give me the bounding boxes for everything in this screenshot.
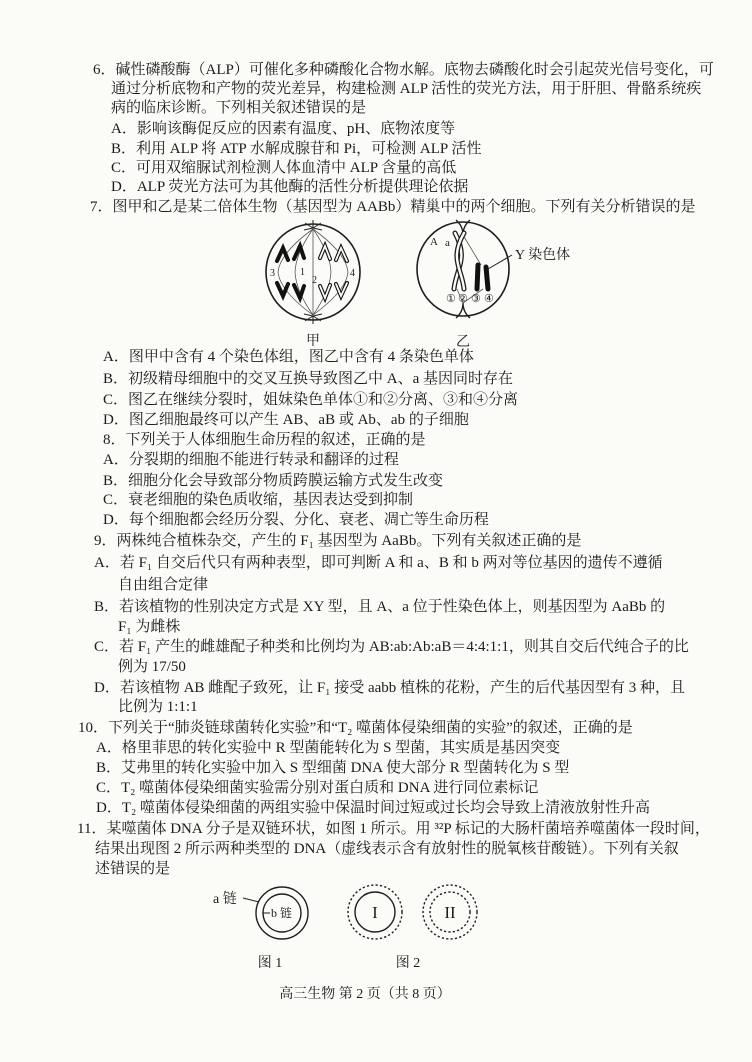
chromatid-label-1: ① <box>446 293 456 305</box>
cell-b-chromosome-left <box>454 233 464 289</box>
q9-option-d-line-2: 比例为 1:1:1 <box>118 699 198 715</box>
q8-number: 8． <box>103 432 126 448</box>
q6-option-c: C．可用双缩脲试剂检测人体血清中 ALP 含量的高低 <box>111 160 457 176</box>
chromosome-lower-2 <box>294 285 304 298</box>
cell-a-caption: 甲 <box>306 334 320 349</box>
chromatid-label-4: ④ <box>484 293 494 305</box>
q11-dna-figure <box>205 880 495 975</box>
q11-number: 11． <box>77 821 107 837</box>
q6-option-a: A．影响该酶促反应的因素有温度、pH、底物浓度等 <box>111 121 456 137</box>
strand-a-pointer <box>243 898 259 902</box>
q10-option-d: D．T₂ 噬菌体侵染细菌的两组实验中保温时间过短或过长均会导致上清液放射性升高 <box>96 800 650 816</box>
chromatid-label-3: ③ <box>471 293 481 305</box>
q6-stem-line-2: 通过分析底物和产物的荧光差异，构建检测 ALP 活性的荧光方法，用于肝胆、骨骼系统疾 <box>111 81 702 97</box>
q10-option-c: C．T₂ 噬菌体侵染细菌实验需分别对蛋白质和 DNA 进行同位素标记 <box>96 780 539 796</box>
page-footer: 高三生物 第 2 页（共 8 页） <box>279 987 451 1002</box>
y-chromosome-label: Y 染色体 <box>515 248 571 263</box>
q7-stem-line-1 <box>90 197 695 217</box>
q10-stem-line-1 <box>78 718 633 738</box>
q11-stem-line-3: 述错误的是 <box>95 861 171 877</box>
q9-option-c-line-1: C．若 F₁ 产生的雌雄配子种类和比例均为 AB:ab:Ab:aB＝4:4:1:1，则其自交后代纯合子的比 <box>94 639 689 655</box>
dna-type-1-label: I <box>372 903 378 922</box>
strand-b-label: b 链 <box>271 906 293 920</box>
q9-option-d-line-1: D．若该植物 AB 雌配子致死，让 F₁ 接受 aabb 植株的花粉，产生的后代基因型有 3 种，且 <box>94 680 686 696</box>
q11-stem-line-2: 结果出现图 2 所示两种类型的 DNA（虚线表示含有放射性的脱氧核苷酸链）。下列有关叙 <box>95 841 679 857</box>
cell-a-number-3: 2 <box>312 275 317 286</box>
q10-option-a: A．格里菲思的转化实验中 R 型菌能转化为 S 型菌，其实质是基因突变 <box>96 740 561 756</box>
q7-option-d: D．图乙细胞最终可以产生 AB、aB 或 Ab、ab 的子细胞 <box>103 412 469 428</box>
cell-a-number-1: 3 <box>270 268 275 279</box>
q8-stem-text-1: 下列关于人体细胞生命历程的叙述，正确的是 <box>125 432 426 448</box>
chromosome-upper-2 <box>294 246 304 259</box>
q10-number: 10． <box>78 720 109 736</box>
q7-stem-text-1: 图甲和乙是某二倍体生物（基因型为 AABb）精巢中的两个细胞。下列有关分析错误的是 <box>112 199 696 215</box>
cell-b-y-chromosome <box>477 265 488 289</box>
q6-option-b: B．利用 ALP 将 ATP 水解成腺苷和 Pi，可检测 ALP 活性 <box>111 141 482 157</box>
q11-stem-text-1: 某噬菌体 DNA 分子是双链环状，如图 1 所示。用 ³²P 标记的大肠杆菌培养噬菌体一段时间， <box>106 821 710 837</box>
q6-stem-line-3: 病的临床诊断。下列相关叙述错误的是 <box>111 100 367 116</box>
q8-option-b: B．细胞分化会导致部分物质跨膜运输方式发生改变 <box>103 473 444 489</box>
q8-stem-line-1 <box>103 430 426 450</box>
q6-stem-text-1: 碱性磷酸酶（ALP）可催化多种磷酸化合物水解。底物去磷酸化时会引起荧光信号变化，可 <box>115 62 714 78</box>
q6-option-d: D．ALP 荧光方法可为其他酶的活性分析提供理论依据 <box>111 179 469 195</box>
q9-stem-line-1 <box>94 531 581 551</box>
q7-number: 7． <box>90 199 113 215</box>
q10-option-b: B．艾弗里的转化实验中加入 S 型细菌 DNA 使大部分 R 型菌转化为 S 型 <box>96 760 570 776</box>
cell-a-spindle <box>278 229 348 315</box>
chromatid-label-2: ② <box>458 293 468 305</box>
q11-stem-line-1 <box>77 819 710 839</box>
allele-lower-label: a <box>445 237 450 249</box>
cell-b-caption: 乙 <box>456 335 470 350</box>
q7-option-a: A．图甲中含有 4 个染色体组，图乙中含有 4 条染色单体 <box>103 349 474 365</box>
cell-a <box>266 220 360 349</box>
cell-a-chromosomes <box>277 246 347 298</box>
q9-stem-text-1: 两株纯合植株杂交，产生的 F₁ 基因型为 AaBb。下列有关叙述正确的是 <box>116 533 582 549</box>
dna-type-2-label: II <box>444 903 456 922</box>
cell-b <box>417 220 570 350</box>
q9-option-a-line-2: 自由组合定律 <box>118 577 209 593</box>
q8-option-c: C．衰老细胞的染色质收缩，基因表达受到抑制 <box>103 492 414 508</box>
figure-2-caption: 图 2 <box>395 956 421 971</box>
q7-option-c: C．图乙在继续分裂时，姐妹染色单体①和②分离、③和④分离 <box>103 392 519 408</box>
q9-number: 9． <box>94 533 117 549</box>
q8-option-a: A．分裂期的细胞不能进行转录和翻译的过程 <box>103 452 399 468</box>
q7-option-b: B．初级精母细胞中的交叉互换导致图乙中 A、a 基因同时存在 <box>103 371 513 387</box>
q10-stem-text-1: 下列关于“肺炎链球菌转化实验”和“T₂ 噬菌体侵染细菌的实验”的叙述，正确的是 <box>108 720 633 736</box>
strand-a-label: a 链 <box>213 892 237 907</box>
figure-2-dna <box>348 885 477 971</box>
q6-number: 6． <box>93 62 116 78</box>
q9-option-b-line-2: F₁ 为雌株 <box>118 619 181 635</box>
q6-stem-line-1 <box>93 60 714 80</box>
figure-1-dna <box>213 887 308 971</box>
q9-option-b-line-1: B．若该植物的性别决定方式是 XY 型，且 A、a 位于性染色体上，则基因型为 AaBb 的 <box>94 599 666 615</box>
q9-option-a-line-1: A．若 F₁ 自交后代只有两种表型，即可判断 A 和 a、B 和 b 两对等位基因的遗传不遵循 <box>94 555 663 571</box>
allele-upper-label: A <box>430 236 438 248</box>
q8-option-d: D．每个细胞都会经历分裂、分化、衰老、凋亡等生命历程 <box>103 512 489 528</box>
figure-1-caption: 图 1 <box>257 956 283 971</box>
cell-a-number-4: 4 <box>350 268 355 279</box>
q7-cell-figure <box>250 215 590 355</box>
cell-a-number-2: 1 <box>300 267 305 278</box>
q9-option-c-line-2: 例为 17/50 <box>118 659 186 675</box>
